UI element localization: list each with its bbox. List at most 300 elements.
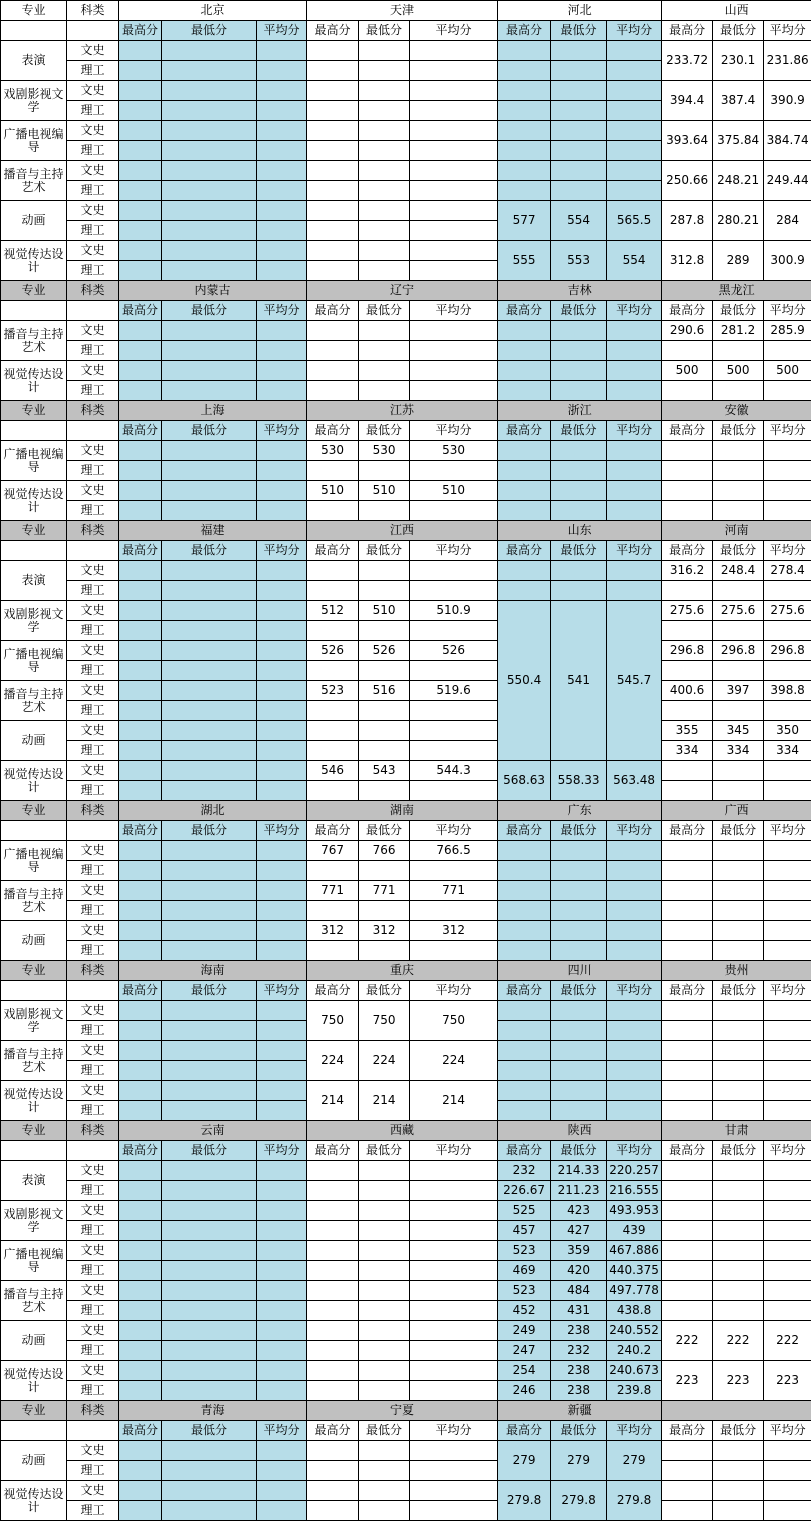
empty-cell	[551, 1001, 607, 1021]
empty-cell	[607, 441, 662, 461]
empty-cell	[713, 621, 764, 641]
empty-cell	[307, 181, 359, 201]
score-avg: 554	[607, 241, 662, 281]
score-min: 312	[359, 921, 410, 941]
track-arts: 文史	[67, 361, 119, 381]
blank-cell	[1, 541, 67, 561]
major-row	[1, 1461, 811, 1481]
empty-cell	[713, 1081, 764, 1101]
empty-cell	[498, 61, 551, 81]
empty-cell	[498, 941, 551, 961]
major-name: 动画	[1, 921, 67, 961]
empty-cell	[119, 321, 162, 341]
empty-cell	[713, 1101, 764, 1121]
empty-cell	[162, 1081, 257, 1101]
province-name: 湖北	[119, 801, 307, 821]
empty-cell	[607, 921, 662, 941]
score-max: 577	[498, 201, 551, 241]
empty-cell	[119, 661, 162, 681]
province-name: 上海	[119, 401, 307, 421]
score-min: 230.1	[713, 41, 764, 81]
empty-cell	[257, 461, 307, 481]
header-major: 专业	[1, 401, 67, 421]
track-sci: 理工	[67, 1101, 119, 1121]
empty-cell	[410, 621, 498, 641]
empty-cell	[764, 1481, 811, 1501]
empty-cell	[713, 481, 764, 501]
score-header-min: 最低分	[713, 301, 764, 321]
empty-cell	[764, 1241, 811, 1261]
empty-cell	[359, 201, 410, 221]
empty-cell	[257, 201, 307, 221]
empty-cell	[410, 1221, 498, 1241]
empty-cell	[662, 501, 713, 521]
empty-cell	[551, 581, 607, 601]
score-header-max: 最高分	[498, 981, 551, 1001]
score-header-avg: 平均分	[410, 1141, 498, 1161]
empty-cell	[119, 501, 162, 521]
empty-cell	[162, 1021, 257, 1041]
empty-cell	[119, 941, 162, 961]
score-max: 316.2	[662, 561, 713, 581]
empty-cell	[498, 41, 551, 61]
empty-cell	[607, 901, 662, 921]
major-row	[1, 341, 811, 361]
score-header-min: 最低分	[359, 21, 410, 41]
score-avg: 398.8	[764, 681, 811, 701]
track-sci: 理工	[67, 581, 119, 601]
empty-cell	[307, 241, 359, 261]
empty-cell	[607, 1021, 662, 1041]
empty-cell	[307, 1441, 359, 1461]
empty-cell	[119, 861, 162, 881]
empty-cell	[119, 701, 162, 721]
major-name: 表演	[1, 561, 67, 601]
empty-cell	[257, 1461, 307, 1481]
empty-cell	[257, 1341, 307, 1361]
empty-cell	[662, 1501, 713, 1521]
header-category: 科类	[67, 281, 119, 301]
empty-cell	[359, 1361, 410, 1381]
score-header-max: 最高分	[498, 1141, 551, 1161]
empty-cell	[257, 701, 307, 721]
empty-cell	[662, 1221, 713, 1241]
empty-cell	[410, 1181, 498, 1201]
empty-cell	[410, 221, 498, 241]
empty-cell	[359, 1241, 410, 1261]
empty-cell	[257, 1221, 307, 1241]
empty-cell	[257, 241, 307, 261]
score-min: 279	[551, 1441, 607, 1481]
empty-cell	[607, 1041, 662, 1061]
empty-cell	[713, 1261, 764, 1281]
empty-cell	[359, 361, 410, 381]
score-max: 767	[307, 841, 359, 861]
score-avg: 563.48	[607, 761, 662, 801]
empty-cell	[307, 381, 359, 401]
score-min: 375.84	[713, 121, 764, 161]
empty-cell	[257, 1021, 307, 1041]
empty-cell	[410, 181, 498, 201]
empty-cell	[410, 1341, 498, 1361]
empty-cell	[162, 1181, 257, 1201]
score-header-avg: 平均分	[257, 821, 307, 841]
major-row	[1, 681, 811, 701]
empty-cell	[307, 901, 359, 921]
province-name: 重庆	[307, 961, 498, 981]
empty-cell	[162, 1161, 257, 1181]
blank-cell	[1, 1421, 67, 1441]
empty-cell	[119, 461, 162, 481]
empty-cell	[551, 121, 607, 141]
score-avg: 249.44	[764, 161, 811, 201]
empty-cell	[119, 101, 162, 121]
empty-cell	[498, 561, 551, 581]
empty-cell	[410, 1301, 498, 1321]
empty-cell	[764, 1441, 811, 1461]
province-name: 河北	[498, 1, 662, 21]
empty-cell	[551, 1081, 607, 1101]
empty-cell	[359, 1321, 410, 1341]
score-header-min: 最低分	[551, 301, 607, 321]
province-name: 青海	[119, 1401, 307, 1421]
empty-cell	[410, 41, 498, 61]
blank-cell	[67, 21, 119, 41]
score-header-min: 最低分	[162, 1421, 257, 1441]
empty-cell	[713, 701, 764, 721]
empty-cell	[162, 1201, 257, 1221]
empty-cell	[162, 781, 257, 801]
empty-cell	[257, 121, 307, 141]
header-major: 专业	[1, 961, 67, 981]
score-min: 500	[713, 361, 764, 381]
score-avg: 526	[410, 641, 498, 661]
empty-cell	[162, 761, 257, 781]
score-max: 550.4	[498, 601, 551, 761]
empty-cell	[498, 501, 551, 521]
empty-cell	[713, 581, 764, 601]
empty-cell	[359, 381, 410, 401]
empty-cell	[713, 501, 764, 521]
score-min: 289	[713, 241, 764, 281]
empty-cell	[498, 581, 551, 601]
score-min: 224	[359, 1041, 410, 1081]
empty-cell	[162, 1261, 257, 1281]
empty-cell	[764, 1281, 811, 1301]
major-row	[1, 641, 811, 661]
empty-cell	[119, 381, 162, 401]
score-min: 222	[713, 1321, 764, 1361]
empty-cell	[257, 481, 307, 501]
empty-cell	[307, 941, 359, 961]
score-max: 469	[498, 1261, 551, 1281]
score-max: 523	[498, 1281, 551, 1301]
empty-cell	[257, 781, 307, 801]
province-name: 安徽	[662, 401, 811, 421]
score-max: 246	[498, 1381, 551, 1401]
empty-cell	[257, 1061, 307, 1081]
score-min: 530	[359, 441, 410, 461]
empty-cell	[713, 1201, 764, 1221]
empty-cell	[119, 61, 162, 81]
empty-cell	[764, 1501, 811, 1521]
empty-cell	[551, 1041, 607, 1061]
track-arts: 文史	[67, 321, 119, 341]
score-avg: 439	[607, 1221, 662, 1241]
empty-cell	[410, 1161, 498, 1181]
empty-cell	[257, 1101, 307, 1121]
major-row	[1, 701, 811, 721]
score-header-min: 最低分	[713, 1421, 764, 1441]
province-name: 福建	[119, 521, 307, 541]
score-header-max: 最高分	[662, 1421, 713, 1441]
major-row	[1, 41, 811, 61]
empty-cell	[307, 161, 359, 181]
score-max: 247	[498, 1341, 551, 1361]
score-min: 431	[551, 1301, 607, 1321]
empty-cell	[119, 261, 162, 281]
empty-cell	[307, 1481, 359, 1501]
score-avg: 766.5	[410, 841, 498, 861]
major-row	[1, 1481, 811, 1501]
empty-cell	[607, 1061, 662, 1081]
empty-cell	[257, 1181, 307, 1201]
empty-cell	[307, 1201, 359, 1221]
empty-cell	[359, 61, 410, 81]
empty-cell	[410, 1321, 498, 1341]
province-name: 江苏	[307, 401, 498, 421]
empty-cell	[119, 41, 162, 61]
score-avg: 390.9	[764, 81, 811, 121]
major-row	[1, 241, 811, 261]
empty-cell	[607, 581, 662, 601]
track-arts: 文史	[67, 1161, 119, 1181]
score-header-row	[1, 821, 811, 841]
score-header-max: 最高分	[119, 21, 162, 41]
empty-cell	[607, 141, 662, 161]
empty-cell	[359, 341, 410, 361]
empty-cell	[257, 221, 307, 241]
empty-cell	[162, 1481, 257, 1501]
empty-cell	[359, 461, 410, 481]
score-min: 238	[551, 1361, 607, 1381]
empty-cell	[307, 1341, 359, 1361]
empty-cell	[307, 221, 359, 241]
empty-cell	[119, 1261, 162, 1281]
empty-cell	[257, 601, 307, 621]
empty-cell	[307, 121, 359, 141]
empty-cell	[307, 581, 359, 601]
score-min: 211.23	[551, 1181, 607, 1201]
empty-cell	[662, 341, 713, 361]
empty-cell	[257, 101, 307, 121]
score-header-avg: 平均分	[257, 421, 307, 441]
score-header-avg: 平均分	[410, 421, 498, 441]
empty-cell	[257, 1241, 307, 1261]
empty-cell	[551, 161, 607, 181]
score-avg: 222	[764, 1321, 811, 1361]
score-max: 279	[498, 1441, 551, 1481]
empty-cell	[662, 1481, 713, 1501]
empty-cell	[257, 501, 307, 521]
empty-cell	[498, 481, 551, 501]
score-avg: 240.2	[607, 1341, 662, 1361]
empty-cell	[359, 861, 410, 881]
score-header-max: 最高分	[307, 21, 359, 41]
score-max: 568.63	[498, 761, 551, 801]
empty-cell	[410, 1481, 498, 1501]
empty-cell	[162, 941, 257, 961]
track-arts: 文史	[67, 881, 119, 901]
major-name: 视觉传达设计	[1, 1481, 67, 1521]
empty-cell	[498, 1041, 551, 1061]
score-max: 232	[498, 1161, 551, 1181]
empty-cell	[551, 101, 607, 121]
track-arts: 文史	[67, 1081, 119, 1101]
score-min: 484	[551, 1281, 607, 1301]
empty-cell	[257, 641, 307, 661]
empty-cell	[551, 1101, 607, 1121]
score-header-min: 最低分	[713, 541, 764, 561]
province-name: 西藏	[307, 1121, 498, 1141]
empty-cell	[498, 161, 551, 181]
empty-cell	[119, 761, 162, 781]
empty-cell	[410, 901, 498, 921]
empty-cell	[162, 1061, 257, 1081]
score-max: 249	[498, 1321, 551, 1341]
empty-cell	[410, 321, 498, 341]
empty-cell	[607, 161, 662, 181]
empty-cell	[307, 561, 359, 581]
empty-cell	[257, 861, 307, 881]
empty-cell	[764, 1201, 811, 1221]
province-name: 广东	[498, 801, 662, 821]
empty-cell	[359, 181, 410, 201]
empty-cell	[713, 1501, 764, 1521]
province-header-row	[1, 1, 811, 21]
empty-cell	[359, 741, 410, 761]
score-max: 393.64	[662, 121, 713, 161]
empty-cell	[359, 1261, 410, 1281]
empty-cell	[607, 181, 662, 201]
score-header-avg: 平均分	[764, 1141, 811, 1161]
score-avg: 545.7	[607, 601, 662, 761]
empty-cell	[498, 1001, 551, 1021]
score-header-avg: 平均分	[410, 21, 498, 41]
empty-cell	[551, 921, 607, 941]
empty-cell	[607, 101, 662, 121]
score-max: 224	[307, 1041, 359, 1081]
empty-cell	[410, 121, 498, 141]
score-header-avg: 平均分	[257, 1141, 307, 1161]
empty-cell	[162, 721, 257, 741]
major-row	[1, 1001, 811, 1021]
empty-cell	[257, 81, 307, 101]
empty-cell	[307, 701, 359, 721]
empty-cell	[307, 1361, 359, 1381]
empty-cell	[764, 381, 811, 401]
empty-cell	[764, 661, 811, 681]
empty-cell	[713, 881, 764, 901]
empty-cell	[551, 481, 607, 501]
track-arts: 文史	[67, 561, 119, 581]
empty-cell	[307, 201, 359, 221]
score-header-max: 最高分	[662, 21, 713, 41]
empty-cell	[713, 761, 764, 781]
score-min: 280.21	[713, 201, 764, 241]
track-arts: 文史	[67, 1041, 119, 1061]
empty-cell	[662, 921, 713, 941]
score-header-avg: 平均分	[764, 981, 811, 1001]
score-min: 553	[551, 241, 607, 281]
score-header-avg: 平均分	[410, 981, 498, 1001]
track-arts: 文史	[67, 841, 119, 861]
empty-cell	[257, 1321, 307, 1341]
score-min: 554	[551, 201, 607, 241]
empty-cell	[410, 141, 498, 161]
major-row	[1, 881, 811, 901]
empty-cell	[498, 441, 551, 461]
empty-cell	[713, 1041, 764, 1061]
empty-cell	[662, 1081, 713, 1101]
empty-cell	[764, 481, 811, 501]
province-header-row	[1, 1121, 811, 1141]
track-sci: 理工	[67, 1061, 119, 1081]
province-name: 山西	[662, 1, 811, 21]
track-sci: 理工	[67, 1021, 119, 1041]
track-sci: 理工	[67, 941, 119, 961]
score-avg: 279	[607, 1441, 662, 1481]
empty-cell	[307, 261, 359, 281]
empty-cell	[257, 901, 307, 921]
score-header-max: 最高分	[119, 1141, 162, 1161]
empty-cell	[662, 1261, 713, 1281]
empty-cell	[162, 1341, 257, 1361]
empty-cell	[119, 781, 162, 801]
empty-cell	[359, 581, 410, 601]
score-avg: 497.778	[607, 1281, 662, 1301]
empty-cell	[607, 841, 662, 861]
major-row	[1, 661, 811, 681]
empty-cell	[607, 1001, 662, 1021]
empty-cell	[359, 41, 410, 61]
major-row	[1, 841, 811, 861]
track-sci: 理工	[67, 1181, 119, 1201]
province-name: 江西	[307, 521, 498, 541]
empty-cell	[764, 1041, 811, 1061]
blank-cell	[1, 981, 67, 1001]
empty-cell	[162, 1241, 257, 1261]
empty-cell	[764, 841, 811, 861]
empty-cell	[498, 81, 551, 101]
empty-cell	[410, 581, 498, 601]
score-header-avg: 平均分	[607, 1141, 662, 1161]
empty-cell	[307, 1161, 359, 1181]
track-arts: 文史	[67, 1441, 119, 1461]
empty-cell	[498, 1081, 551, 1101]
score-header-min: 最低分	[162, 421, 257, 441]
blank-cell	[67, 541, 119, 561]
empty-cell	[307, 61, 359, 81]
empty-cell	[257, 1281, 307, 1301]
score-max: 526	[307, 641, 359, 661]
empty-cell	[662, 441, 713, 461]
empty-cell	[119, 1001, 162, 1021]
empty-cell	[498, 341, 551, 361]
major-row	[1, 1281, 811, 1301]
score-max: 222	[662, 1321, 713, 1361]
province-name: 广西	[662, 801, 811, 821]
